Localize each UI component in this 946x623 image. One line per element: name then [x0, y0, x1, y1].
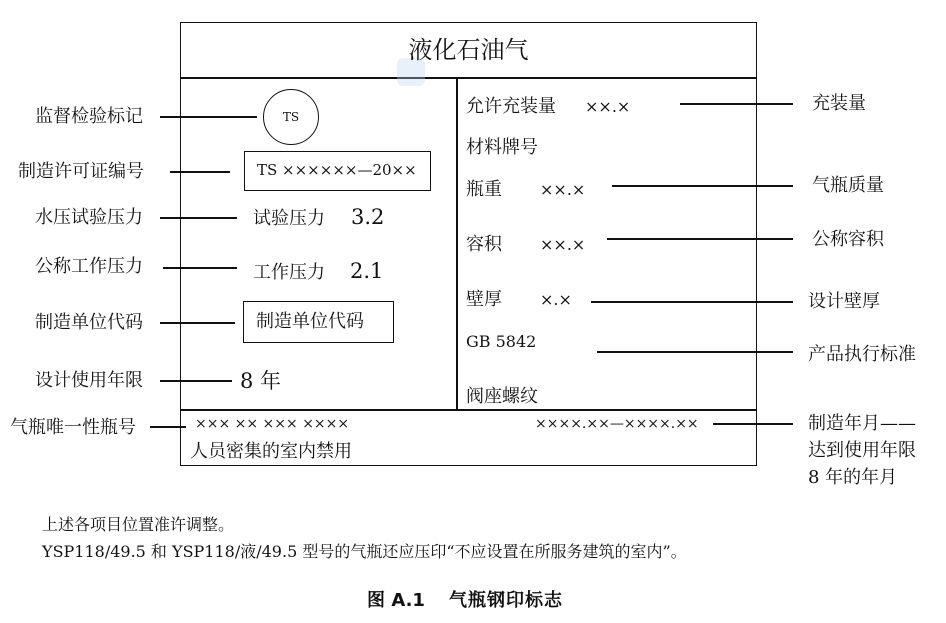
working-pressure-label: 工作压力: [253, 262, 325, 283]
leader-line-product-standard: [597, 351, 793, 353]
panel-divider: [456, 78, 458, 410]
callout-filling-capacity: 充装量: [812, 93, 866, 114]
leader-line-filling-capacity: [680, 103, 793, 105]
date-range: ××××.××—××××.××: [535, 416, 699, 432]
callout-working-pressure: 公称工作压力: [35, 256, 143, 277]
callout-manufacture-date: 制造年月——: [808, 413, 916, 434]
callout-expiry-line-1: 达到使用年限: [808, 440, 916, 461]
callout-license-number: 制造许可证编号: [18, 161, 144, 182]
leader-line-license-number: [170, 171, 230, 173]
leader-line-working-pressure: [163, 267, 237, 269]
standard-number: GB 5842: [466, 332, 537, 351]
callout-nominal-volume: 公称容积: [812, 229, 884, 250]
leader-line-design-wall-thickness: [591, 301, 793, 303]
filling-capacity-value: ××.×: [585, 97, 631, 116]
valve-thread-label: 阀座螺纹: [466, 386, 538, 407]
callout-service-life: 设计使用年限: [35, 370, 143, 391]
volume-label: 容积: [466, 234, 502, 255]
leader-line-cylinder-mass: [612, 185, 793, 187]
leader-line-manufacturer-code: [160, 322, 235, 324]
serial-number: ××× ×× ××× ××××: [195, 416, 350, 432]
callout-design-wall-thickness: 设计壁厚: [808, 291, 880, 312]
mark-title: 液化石油气: [408, 36, 529, 64]
callout-serial-number: 气瓶唯一性瓶号: [10, 417, 136, 438]
cylinder-weight-label: 瓶重: [466, 179, 502, 200]
callout-inspection-mark: 监督检验标记: [35, 106, 143, 127]
leader-line-test-pressure: [160, 217, 237, 219]
manufacturer-code-box: [243, 301, 394, 343]
callout-manufacturer-code: 制造单位代码: [35, 312, 143, 333]
bottom-divider: [180, 409, 757, 411]
working-pressure-value: 2.1: [350, 259, 384, 283]
note-1: 上述各项目位置准许调整。: [42, 515, 235, 534]
wall-thickness-value: ×.×: [540, 290, 572, 309]
license-number: TS ××××××—20××: [257, 161, 417, 179]
test-pressure-label: 试验压力: [253, 208, 325, 229]
callout-expiry-line-2: 8 年的年月: [808, 467, 898, 488]
cylinder-weight-value: ××.×: [540, 180, 586, 199]
inspection-mark-text: TS: [282, 110, 300, 124]
callout-test-pressure: 水压试验压力: [35, 207, 143, 228]
material-grade-label: 材料牌号: [466, 137, 538, 158]
leader-line-inspection-mark: [160, 116, 257, 118]
figure-title: 气瓶钢印标志: [448, 590, 563, 611]
note-2: YSP118/49.5 和 YSP118/液/49.5 型号的气瓶还应压印“不应设置在所服务建筑的室内”。: [42, 542, 687, 561]
inspection-mark-circle: [263, 89, 319, 145]
leader-line-dates: [713, 423, 793, 425]
filling-capacity-label: 允许充装量: [466, 96, 556, 117]
leader-line-serial-number: [150, 426, 186, 428]
leader-line-nominal-volume: [607, 238, 793, 240]
callout-cylinder-mass: 气瓶质量: [812, 175, 884, 196]
figure-caption: [0, 590, 930, 612]
license-number-box: [244, 151, 431, 191]
wall-thickness-label: 壁厚: [466, 289, 502, 310]
test-pressure-value: 3.2: [351, 205, 385, 229]
warning-text: 人员密集的室内禁用: [190, 441, 352, 462]
figure-number: 图 A.1: [367, 590, 425, 611]
volume-value: ××.×: [540, 235, 586, 254]
callout-product-standard: 产品执行标准: [808, 344, 916, 365]
service-life: 8 年: [240, 369, 282, 393]
leader-line-service-life: [160, 380, 232, 382]
title-divider: [180, 77, 757, 79]
manufacturer-code: 制造单位代码: [256, 311, 364, 332]
